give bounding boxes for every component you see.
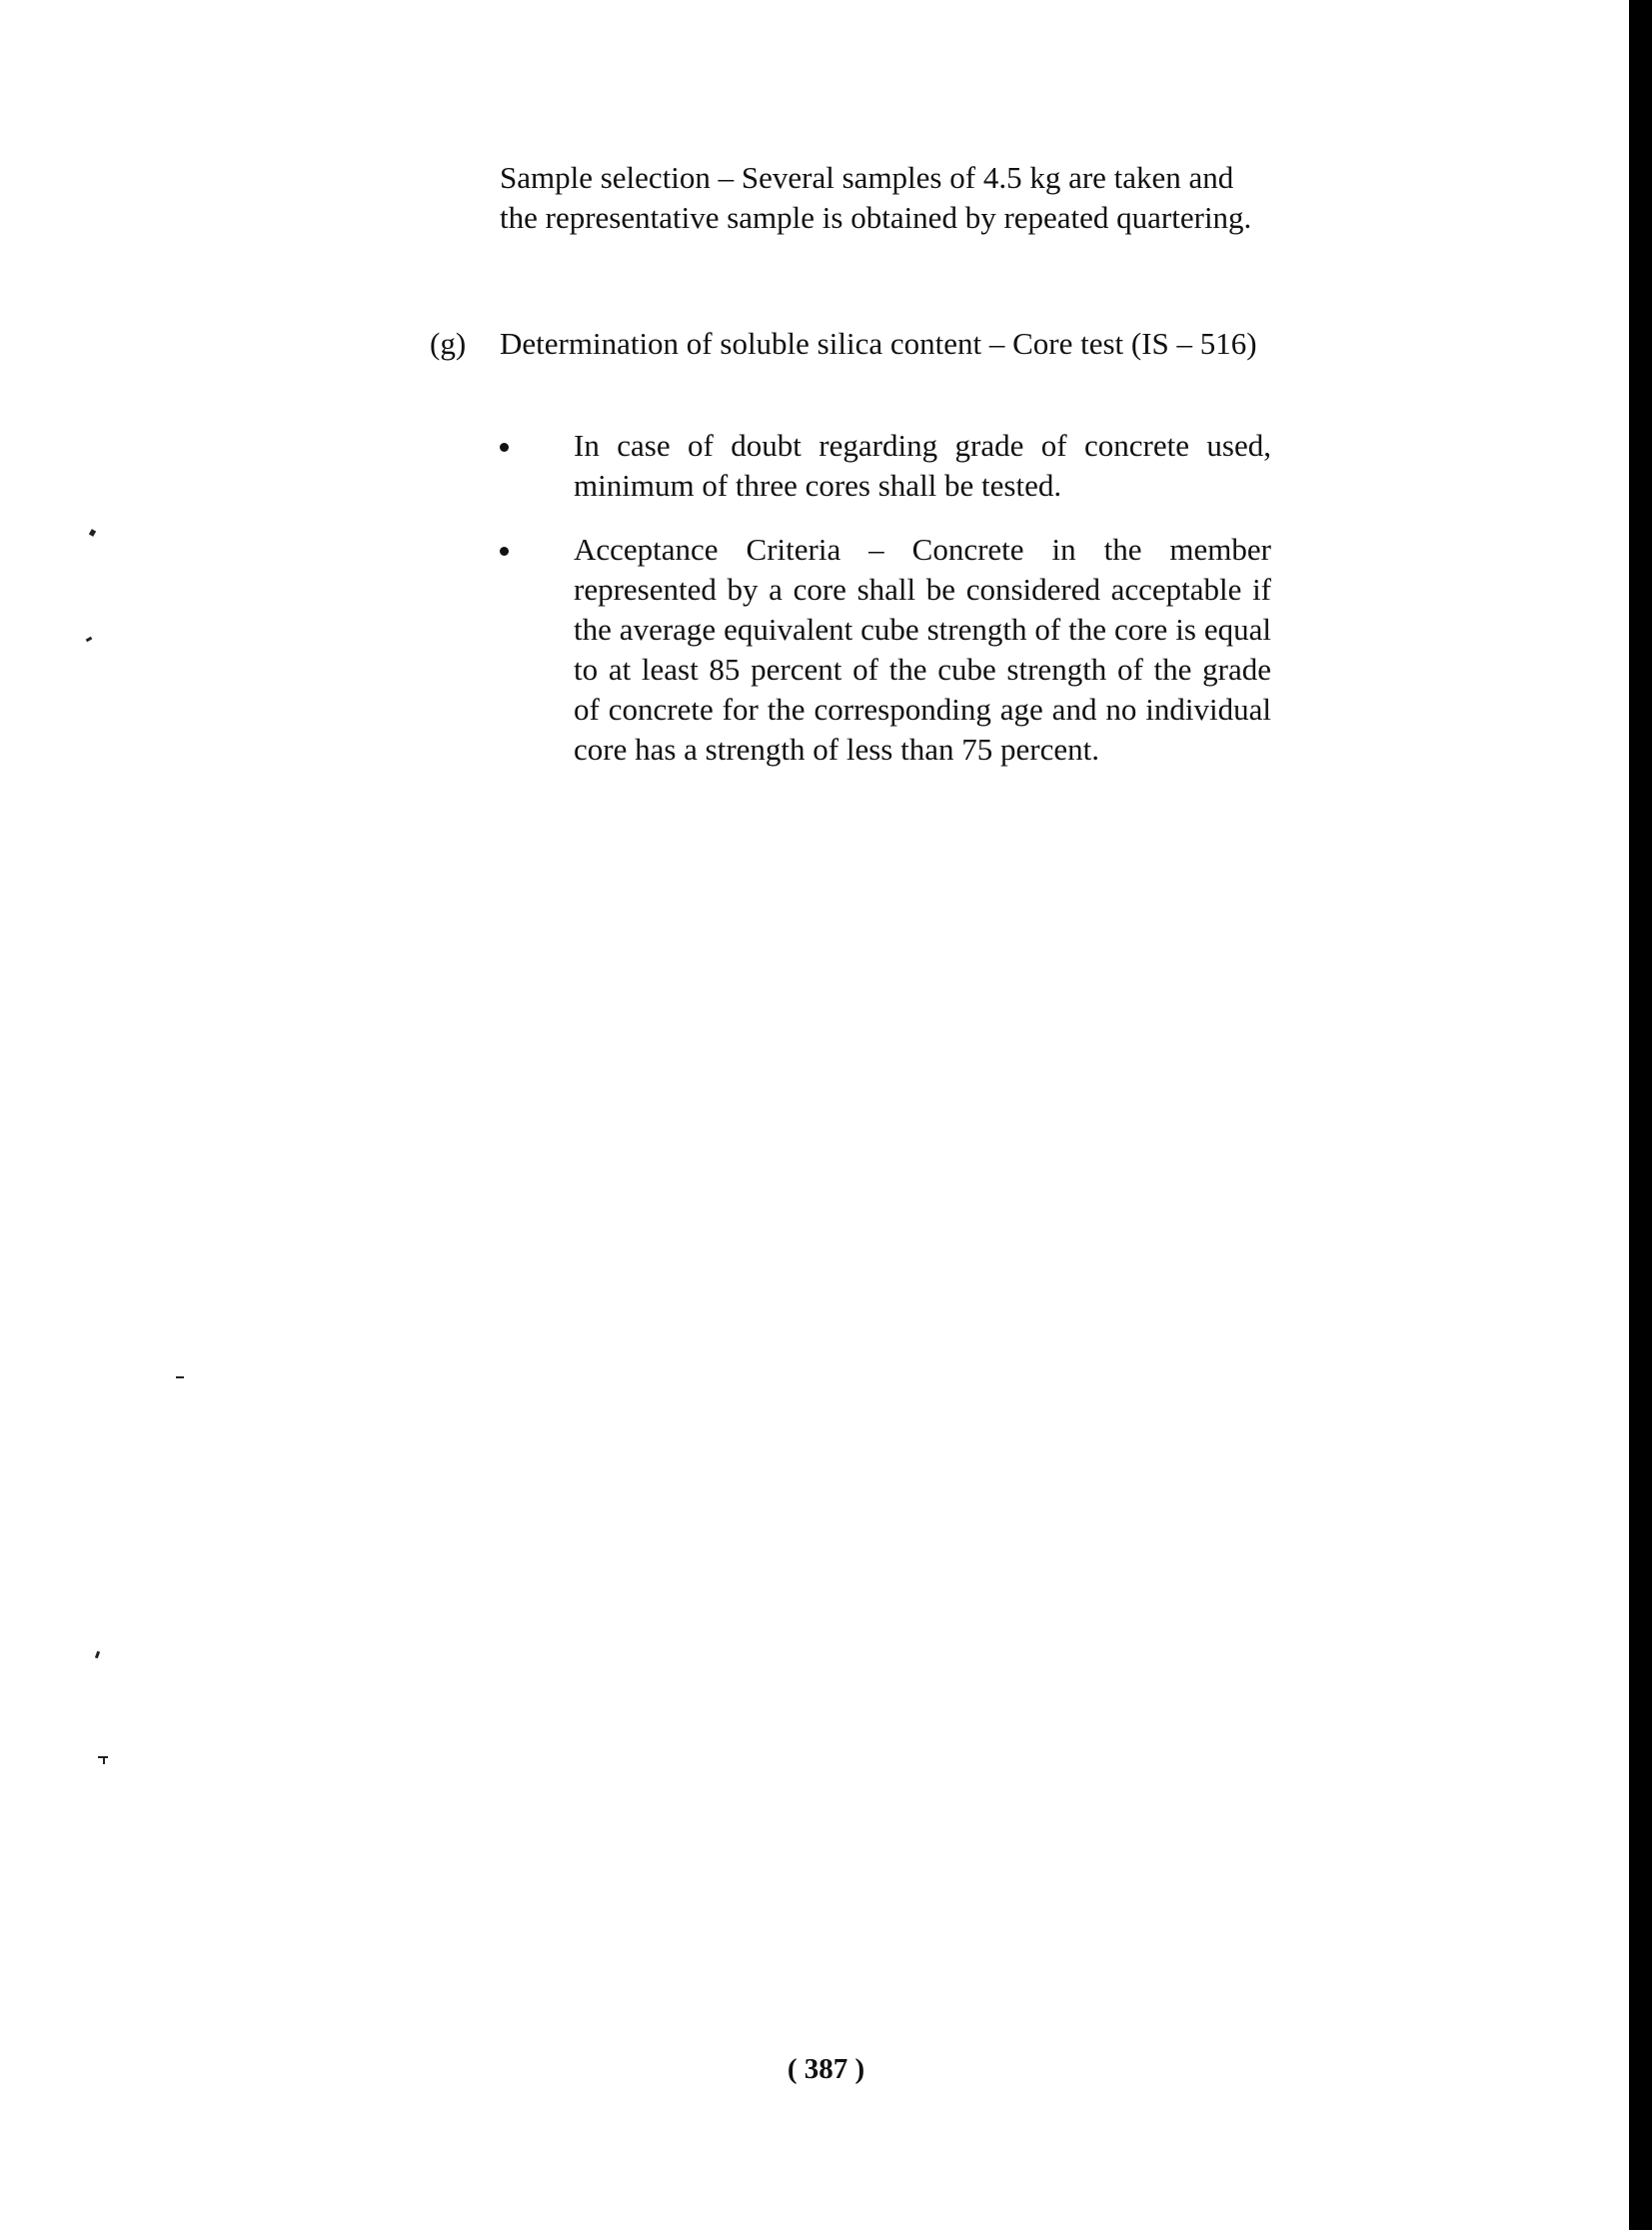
- scan-mark: [95, 1651, 100, 1659]
- page-number: ( 387 ): [787, 2053, 865, 2085]
- scan-mark: [176, 1376, 184, 1378]
- sample-selection-paragraph: Sample selection – Several samples of 4.5 kg are taken and the representative sample is obtained by repeated quartering.: [500, 160, 1252, 235]
- scan-border: [1629, 0, 1652, 2230]
- bullet-text: In case of doubt regarding grade of concrete used, minimum of three cores shall be tested.: [574, 428, 1271, 503]
- bullet-text: Acceptance Criteria – Concrete in the member represented by a core shall be considered acceptable if the average equivalent cube strength of the core is equal to at least 85 percent of the cube strength of the grade of concrete for the corresponding age and no individual core has a strength of less than 75 percent.: [574, 532, 1271, 767]
- scan-mark: [103, 1758, 105, 1764]
- bullet-icon: [500, 443, 509, 452]
- scan-mark: [86, 637, 93, 643]
- scan-mark: [89, 529, 96, 537]
- item-g-label: (g): [430, 326, 467, 361]
- item-g-text: Determination of soluble silica content – Core test (IS – 516): [500, 326, 1257, 361]
- bullet-icon: [500, 547, 509, 556]
